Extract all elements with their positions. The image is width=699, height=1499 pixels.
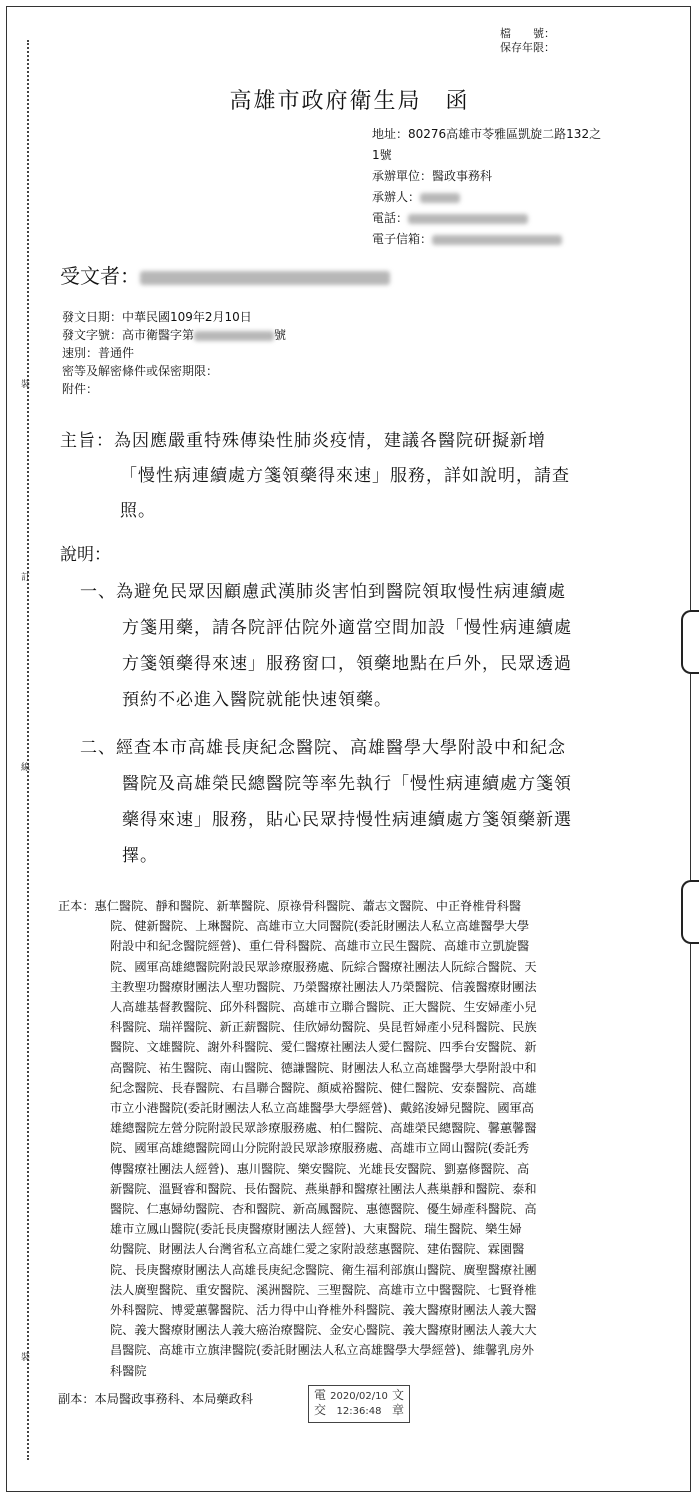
stamp-left: 電交 [313, 1388, 326, 1417]
doc-number-suffix: 號 [274, 328, 287, 342]
redacted-recipient [140, 271, 390, 285]
item-line: 醫院及高雄榮民總醫院等率先執行「慢性病連續處方箋領 [122, 774, 572, 794]
sender-info [372, 124, 672, 250]
recipients-line: 院、國軍高雄總醫院附設民眾診療服務處、阮綜合醫療社團法人阮綜合醫院、天 [110, 959, 537, 974]
recipients-line: 院、長庚醫療財團法人高雄長庚紀念醫院、衛生福利部旗山醫院、廣聖醫療社團 [110, 1262, 537, 1277]
issue-date: 發文日期：中華民國109年2月10日 [62, 310, 252, 324]
recipients-line: 院、健新醫院、上琳醫院、高雄市立大同醫院(委託財團法人私立高雄醫學大學 [110, 919, 530, 934]
binding-line [27, 40, 29, 1460]
item-line: 方箋領藥得來速」服務窗口，領藥地點在戶外，民眾透過 [122, 654, 572, 674]
speed: 速別：普通件 [62, 346, 135, 360]
handler-label: 承辦人： [372, 190, 421, 204]
seal-mark [681, 610, 699, 674]
item-line: 方箋用藥，請各院評估院外適當空間加設「慢性病連續處 [122, 618, 572, 638]
address-line: 地址：80276高雄市苓雅區凱旋二路132之 [372, 127, 602, 141]
item-line: 一、為避免民眾因顧慮武漢肺炎害怕到醫院領取慢性病連續處 [80, 582, 566, 602]
explain-item [80, 730, 650, 874]
recipients-line: 法人廣聖醫院、重安醫院、溪洲醫院、三聖醫院、高雄市立中醫醫院、七賢脊椎 [110, 1282, 537, 1297]
recipients-line: 紀念醫院、長春醫院、右昌聯合醫院、顏威裕醫院、健仁醫院、安泰醫院、高雄 [110, 1080, 537, 1095]
handling-unit: 承辦單位：醫政事務科 [372, 169, 493, 183]
item-line: 預約不必進入醫院就能快速領藥。 [122, 690, 392, 710]
subject-line: 主旨：為因應嚴重特殊傳染性肺炎疫情，建議各醫院研擬新增 [60, 431, 546, 451]
recipients-line: 高醫院、祐生醫院、南山醫院、德謙醫院、財團法人私立高雄醫學大學附設中和 [110, 1060, 537, 1075]
item-line: 二、經查本市高雄長庚紀念醫院、高雄醫學大學附設中和紀念 [80, 738, 566, 758]
binding-mark: 裝 [21, 1353, 31, 1363]
recipients-line: 正本：惠仁醫院、靜和醫院、新華醫院、原祿骨科醫院、蕭志文醫院、中正脊椎骨科醫 [58, 899, 522, 913]
stamp-date: 2020/02/10 [330, 1391, 388, 1402]
binding-mark: 裝 [21, 380, 31, 390]
item-line: 擇。 [122, 846, 158, 866]
phone-label: 電話： [372, 211, 409, 225]
doc-number-prefix: 發文字號：高市衛醫字第 [62, 328, 195, 342]
explain-item [80, 574, 650, 718]
file-no: 檔 號： [500, 27, 555, 40]
redacted-handler [420, 193, 460, 203]
receipt-stamp [308, 1385, 410, 1423]
recipients-line: 附設中和紀念醫院經營)、重仁骨科醫院、高雄市立民生醫院、高雄市立凱旋醫 [110, 939, 530, 954]
redacted-doc-number [194, 331, 274, 341]
recipients-line: 市立小港醫院(委託財團法人私立高雄醫學大學經營)、戴銘浚婦兒醫院、國軍高 [110, 1101, 534, 1116]
redacted-email [432, 235, 562, 245]
recipients-line: 院、義大醫療財團法人義大癌治療醫院、金安心醫院、義大醫療財團法人義大大 [110, 1323, 537, 1338]
email-label: 電子信箱： [372, 232, 433, 246]
binding-mark: 訂 [21, 573, 31, 583]
subject [60, 424, 660, 529]
recipients-list [58, 896, 658, 1381]
recipient-label: 受文者： [60, 264, 140, 288]
retention-period: 保存年限： [500, 41, 555, 54]
recipients-line: 醫院、仁惠婦幼醫院、杏和醫院、新高鳳醫院、惠德醫院、優生婦產科醫院、高 [110, 1202, 537, 1217]
item-line: 藥得來速」服務，貼心民眾持慢性病連續處方箋領藥新選 [122, 810, 572, 830]
recipients-line: 科醫院 [110, 1363, 147, 1378]
stamp-right: 文章 [391, 1388, 404, 1417]
recipients-line: 新醫院、溫賢睿和醫院、長佑醫院、燕巢靜和醫療社團法人燕巢靜和醫院、泰和 [110, 1181, 537, 1196]
explain-label: 說明： [60, 545, 111, 565]
recipients-line: 院、國軍高雄總醫院岡山分院附設民眾診療服務處、高雄市立岡山醫院(委託秀 [110, 1141, 530, 1156]
stamp-datetime [329, 1389, 389, 1419]
recipients-line: 科醫院、瑞祥醫院、新正薪醫院、佳欣婦幼醫院、吳昆哲婦產小兒科醫院、民族 [110, 1020, 537, 1035]
recipient [60, 260, 390, 289]
recipients-line: 幼醫院、財團法人台灣省私立高雄仁愛之家附設慈惠醫院、建佑醫院、霖園醫 [110, 1242, 525, 1257]
subject-line: 「慢性病連續處方箋領藥得來速」服務，詳如說明，請查 [120, 466, 570, 486]
file-info [500, 27, 555, 55]
address-line: 1號 [372, 148, 392, 162]
recipients-line: 外科醫院、博愛蕙馨醫院、活力得中山脊椎外科醫院、義大醫療財團法人義大醫 [110, 1303, 537, 1318]
seal-mark [681, 880, 699, 944]
recipients-line: 傳醫療社團法人經營)、惠川醫院、樂安醫院、光雄長安醫院、劉嘉修醫院、高 [110, 1161, 530, 1176]
recipients-line: 人高雄基督教醫院、邱外科醫院、高雄市立聯合醫院、正大醫院、生安婦產小兒 [110, 1000, 537, 1015]
stamp-time: 12:36:48 [336, 1406, 382, 1417]
recipients-line: 昌醫院、高雄市立旗津醫院(委託財團法人私立高雄醫學大學經營)、維馨乳房外 [110, 1343, 534, 1358]
redacted-phone [408, 214, 528, 224]
document-meta [62, 308, 286, 398]
recipients-line: 主教聖功醫療財團法人聖功醫院、乃榮醫療社團法人乃榮醫院、信義醫療財團法 [110, 979, 537, 994]
recipients-line: 雄市立鳳山醫院(委託長庚醫療財團法人經營)、大東醫院、瑞生醫院、樂生婦 [110, 1222, 522, 1237]
document-title: 高雄市政府衛生局 函 [229, 89, 470, 114]
binding-mark: 線 [21, 763, 31, 773]
recipients-line: 雄總醫院左營分院附設民眾診療服務處、柏仁醫院、高雄榮民總醫院、馨蕙馨醫 [110, 1121, 537, 1136]
recipients-line: 醫院、文雄醫院、謝外科醫院、愛仁醫療社團法人愛仁醫院、四季台安醫院、新 [110, 1040, 537, 1055]
secrecy: 密等及解密條件或保密期限： [62, 364, 219, 378]
copy-recipients: 副本：本局醫政事務科、本局藥政科 [58, 1392, 253, 1406]
subject-line: 照。 [120, 501, 156, 521]
attachment: 附件： [62, 382, 99, 396]
